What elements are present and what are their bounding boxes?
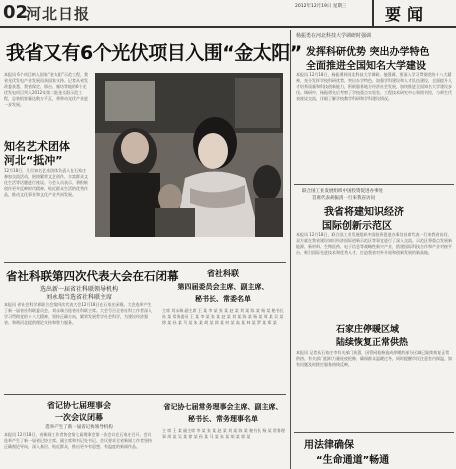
research-body: 本报讯 12月18日，杨振勇到河北科技大学调研。他强调，要深入学习贯彻党的十八大精神，充分发挥学校科研优势，突出办学特色，加强学科建设和人才队伍建设，全面提升人才培养质量和科技创新能力，积极服务地方经济社会发展，加快推进全国知名大学建设步伐。调研中，杨振勇先后考察了学校重点实验室、工程技术研究中心和图书馆，与师生代表座谈交流，详细了解学校教学科研和学科建设情况。 [296, 72, 452, 101]
section-rule [294, 184, 454, 185]
ke-pretitle1: 联合国工业发展组织中国投资促进办事处 [302, 189, 383, 194]
roster-title1: 省社科联 [207, 269, 239, 278]
section-rule [4, 262, 286, 263]
news-photo [95, 73, 283, 237]
culture-title-line2: 河北“抵冲” [4, 154, 63, 167]
photo-illustration [95, 73, 283, 237]
section-title: 要闻 [385, 5, 430, 24]
law-headline2: “生命通道”畅通 [316, 455, 390, 466]
lead-headline: 我省又有6个光伏项目入围“金太阳” [6, 42, 302, 64]
ke-pretitle2: 首席代表胡振清一行来我省访问 [312, 196, 375, 201]
column-rule [290, 30, 291, 469]
sci-assoc-subhead2: 刘永瑞当选省社科联主席 [45, 294, 112, 301]
journalists-subhead1: 一次会议闭幕 [55, 413, 103, 422]
law-headline1: 用法律确保 [304, 440, 354, 451]
journalists-roster-headline1: 省记协七届常务理事会主席、副主席、 [163, 403, 283, 411]
date-line: 2012年12月19日 星期三 [295, 4, 347, 9]
sci-assoc-subhead1: 选出新一届省社科联领导机构 [39, 286, 118, 293]
ke-headline1: 我省将建知识经济 [324, 207, 404, 218]
section-rule [294, 432, 454, 433]
sjz-headline2: 陆续恢复正常供热 [336, 338, 409, 348]
research-pretitle: 杨振勇在河北科技大学调研时强调 [296, 33, 372, 39]
roster-title3: 秘书长、常委名单 [195, 295, 251, 303]
roster-body: 主席 刘永瑞 副主席 王 某 李 某 张 某 赵 某 刘 某 陈 某 杨 某 秘书长 孙 某 常务委员 王 某 李 某 张 某 赵 某 刘 某 陈 某 杨 某 周 某 吴 某 徐 某 孙 某 马 某 朱 某 胡 某 郭 某 何 某 高 某 林 某 罗 某 郑 某 [162, 308, 284, 325]
research-headline1: 发挥科研优势 突出办学特色 [306, 47, 430, 58]
page-number: 02 [3, 2, 29, 23]
sci-assoc-body: 本报讯 省社会科学界联合会第四次代表大会12月18日在石家庄闭幕。大会选举产生了新一届省社科联委员会，刘永瑞当选省社科联主席。大会号召全省社科工作者深入学习贯彻党的十八大精神，坚持正确方向，繁荣发展哲学社会科学，为建设经济强省、和谐河北提供理论支持和智力服务。 [4, 302, 152, 325]
newspaper-logo: 河北日报 [26, 5, 91, 23]
journalists-subhead2: 选举产生了新一届省记协领导机构 [45, 425, 113, 430]
journalists-roster-headline2: 秘书长、常务理事名单 [188, 415, 258, 423]
research-headline2: 全面推进全国知名大学建设 [306, 61, 426, 72]
section-rule [4, 394, 286, 395]
ke-body: 本报讯 12月18日，联合国工业发展组织中国投资促进办事处首席代表一行来我省访问，双方就在我省建设知识经济国际创新示范区等事宜进行了深入交流。示范区将重点发展新能源、新材料、生物医药、电子信息等战略性新兴产业，搭建国际科技合作和产业对接平台，吸引国际先进技术和优秀人才，打造我省对外开放和创新发展的新高地。 [296, 232, 452, 255]
sci-assoc-headline: 省社科联第四次代表大会在石闭幕 [6, 269, 179, 283]
roster-title2: 第四届委员会主席、副主席、 [177, 283, 269, 291]
journalists-body: 本报讯 12月18日，省新闻工作者协会第七届理事会第一次会议在石家庄召开，会议选举产生了新一届省记协主席、副主席和书记处书记。会议要求全省新闻工作者坚持正确舆论导向，深入基层、贴近群众，推出更多有思想、有温度的新闻作品。 [4, 432, 152, 449]
journalists-roster-body: 主 席 王 某 副主席 李 某 张 某 赵 某 刘 某 陈 某 秘书长 杨 某 常务理事 周 某 吴 某 徐 某 孙 某 马 某 朱 某 胡 某 郭 某 [162, 428, 285, 439]
culture-title-line1: 知名艺术团体 [4, 140, 70, 153]
sjz-headline1: 石家庄停暖区域 [336, 325, 400, 335]
journalists-headline: 省记协七届理事会 [47, 401, 111, 410]
ke-headline2: 国际创新示范区 [322, 221, 392, 232]
sjz-body: 本报讯 记者从石家庄市有关部门获悉，因管网抢修造成停暖的部分区域已陆续恢复正常供热。有关部门组织力量连夜抢修，确保群众温暖过冬，同时提醒市民注意室内保温，如有问题及时拨打服务热线反映。 [296, 350, 452, 367]
lead-intro: 本报讯 6个项目纳入国家“金太阳”示范工程，我省光伏发电产业发展再获国家支持。记者从省发改委获悉，我省保定、邢台、廊坊等地的6个光伏发电项目列入2012年第二批金太阳示范工程，总装机容量达数万千瓦，将带动光伏产业进一步发展。 [4, 72, 88, 107]
culture-body: 12月18日，几位知名艺术团体负责人在石家庄参加交流活动，围绕繁荣文艺创作、丰富群众文化生活等话题进行座谈。与会人员表示，将积极创作更多反映时代精神、贴近群众生活的优秀作品，推动文化事业和文化产业共同发展。 [4, 168, 88, 197]
